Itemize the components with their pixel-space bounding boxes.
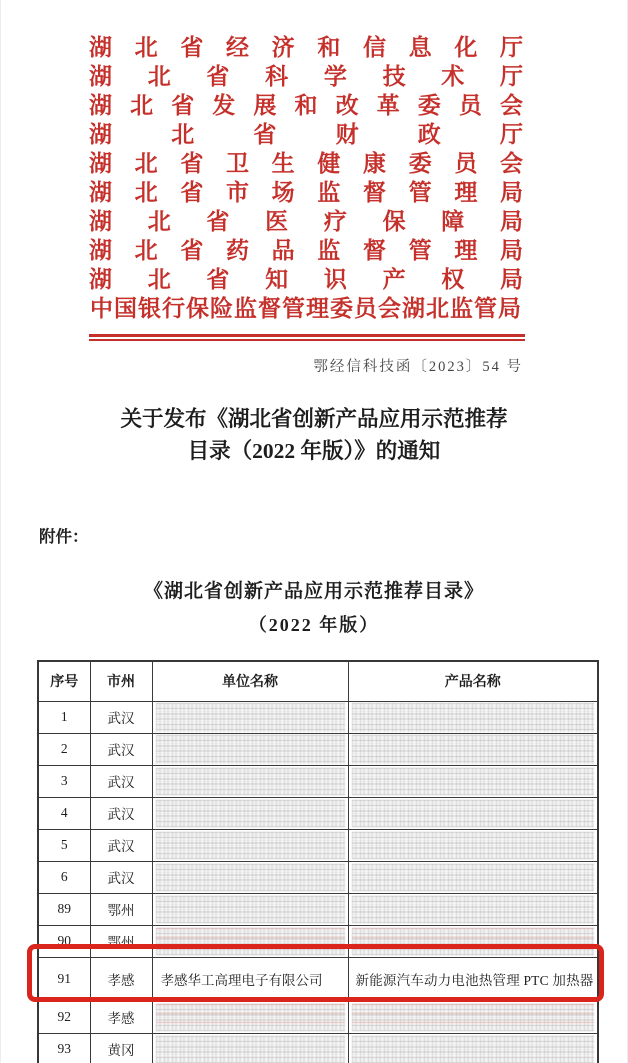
catalog-title: 《湖北省创新产品应用示范推荐目录》 (143, 581, 484, 602)
attachment-label: 附件： (39, 527, 89, 546)
cell-company-redacted (152, 1001, 348, 1033)
redacted-text (156, 768, 345, 795)
cell-company: 孝感华工高理电子有限公司 (152, 957, 348, 1001)
catalog-title-edition: （2022 年版） (248, 615, 380, 635)
redacted-text (156, 703, 345, 732)
redacted-text (352, 832, 595, 859)
redacted-text (156, 896, 345, 923)
cell-company-redacted (152, 1033, 348, 1063)
letterhead-line: 湖北省发展和改革委员会 (89, 93, 523, 118)
cell-product-redacted (348, 1001, 598, 1033)
table-row (38, 733, 598, 765)
redacted-text (352, 1036, 595, 1063)
cell-company-redacted (152, 925, 348, 957)
letterhead-divider-rule (89, 334, 525, 341)
cell-company-redacted (152, 701, 348, 733)
document-number: 鄂经信科技函〔2023〕54 号 (313, 359, 523, 375)
redacted-text (156, 928, 345, 955)
cell-seq: 89 (38, 893, 90, 925)
cell-seq: 1 (38, 701, 90, 733)
cell-product-redacted (348, 829, 598, 861)
redacted-text (156, 1036, 345, 1063)
cell-company-redacted (152, 829, 348, 861)
cell-company-redacted (152, 797, 348, 829)
cell-company-redacted (152, 861, 348, 893)
notice-title (1, 403, 627, 467)
cell-product-redacted (348, 925, 598, 957)
table-row (38, 925, 598, 957)
redacted-text (156, 735, 345, 764)
table-row (38, 765, 598, 797)
letterhead-line: 湖北省市场监督管理局 (89, 180, 523, 205)
cell-city: 孝感 (90, 1001, 152, 1033)
redacted-text (352, 703, 595, 732)
cell-seq: 90 (38, 925, 90, 957)
redacted-text (156, 832, 345, 859)
cell-city: 武汉 (90, 701, 152, 733)
letterhead-line: 湖北省卫生健康委员会 (89, 151, 523, 176)
cell-product: 新能源汽车动力电池热管理 PTC 加热器 (348, 957, 598, 1001)
table-header-row (38, 661, 598, 701)
table-row (38, 1033, 598, 1063)
cell-city: 武汉 (90, 797, 152, 829)
cell-seq: 91 (38, 957, 90, 1001)
cell-company-redacted (152, 765, 348, 797)
cell-city: 黄冈 (90, 1033, 152, 1063)
redacted-text (352, 896, 595, 923)
redacted-text (156, 800, 345, 827)
notice-title-line2: 目录（2022 年版）》的通知 (187, 439, 441, 463)
header-seq: 序号 (38, 661, 90, 701)
redacted-text (352, 800, 595, 827)
cell-seq: 5 (38, 829, 90, 861)
cell-product-redacted (348, 893, 598, 925)
notice-title-line1: 关于发布《湖北省创新产品应用示范推荐 (120, 407, 508, 431)
cell-seq: 92 (38, 1001, 90, 1033)
redacted-text (156, 864, 345, 891)
cell-seq: 6 (38, 861, 90, 893)
catalog-table (37, 660, 599, 1063)
cell-product-redacted (348, 765, 598, 797)
letterhead-line: 中国银行保险监督管理委员会湖北监管局 (90, 296, 522, 321)
cell-seq: 3 (38, 765, 90, 797)
letterhead-line: 湖北省药品监督管理局 (89, 238, 523, 263)
redacted-text (156, 1004, 345, 1031)
cell-city: 武汉 (90, 733, 152, 765)
redacted-text (352, 1004, 595, 1031)
letterhead-line: 湖北省知识产权局 (89, 267, 523, 292)
cell-city: 武汉 (90, 765, 152, 797)
redacted-text (352, 735, 595, 764)
cell-seq: 4 (38, 797, 90, 829)
redacted-text (352, 864, 595, 891)
table-row (38, 1001, 598, 1033)
cell-city: 鄂州 (90, 925, 152, 957)
cell-product-redacted (348, 733, 598, 765)
cell-city: 鄂州 (90, 893, 152, 925)
letterhead-line: 湖北省经济和信息化厅 (89, 35, 523, 60)
table-row (38, 797, 598, 829)
header-company: 单位名称 (152, 661, 348, 701)
redacted-text (352, 768, 595, 795)
table-row (38, 893, 598, 925)
letterhead (89, 0, 523, 323)
header-product: 产品名称 (348, 661, 598, 701)
cell-seq: 2 (38, 733, 90, 765)
cell-city: 武汉 (90, 861, 152, 893)
table-row (38, 701, 598, 733)
cell-product-redacted (348, 861, 598, 893)
cell-product-redacted (348, 701, 598, 733)
cell-company-redacted (152, 733, 348, 765)
table-row (38, 829, 598, 861)
header-city: 市州 (90, 661, 152, 701)
cell-city: 孝感 (90, 957, 152, 1001)
table-row (38, 861, 598, 893)
cell-seq: 93 (38, 1033, 90, 1063)
table-row-highlighted (38, 957, 598, 1001)
cell-product-redacted (348, 1033, 598, 1063)
letterhead-line: 湖北省医疗保障局 (89, 209, 523, 234)
cell-company-redacted (152, 893, 348, 925)
cell-product-redacted (348, 797, 598, 829)
redacted-text (352, 928, 595, 955)
cell-city: 武汉 (90, 829, 152, 861)
letterhead-line: 湖北省财政厅 (89, 122, 523, 147)
letterhead-line: 湖北省科学技术厅 (89, 64, 523, 89)
